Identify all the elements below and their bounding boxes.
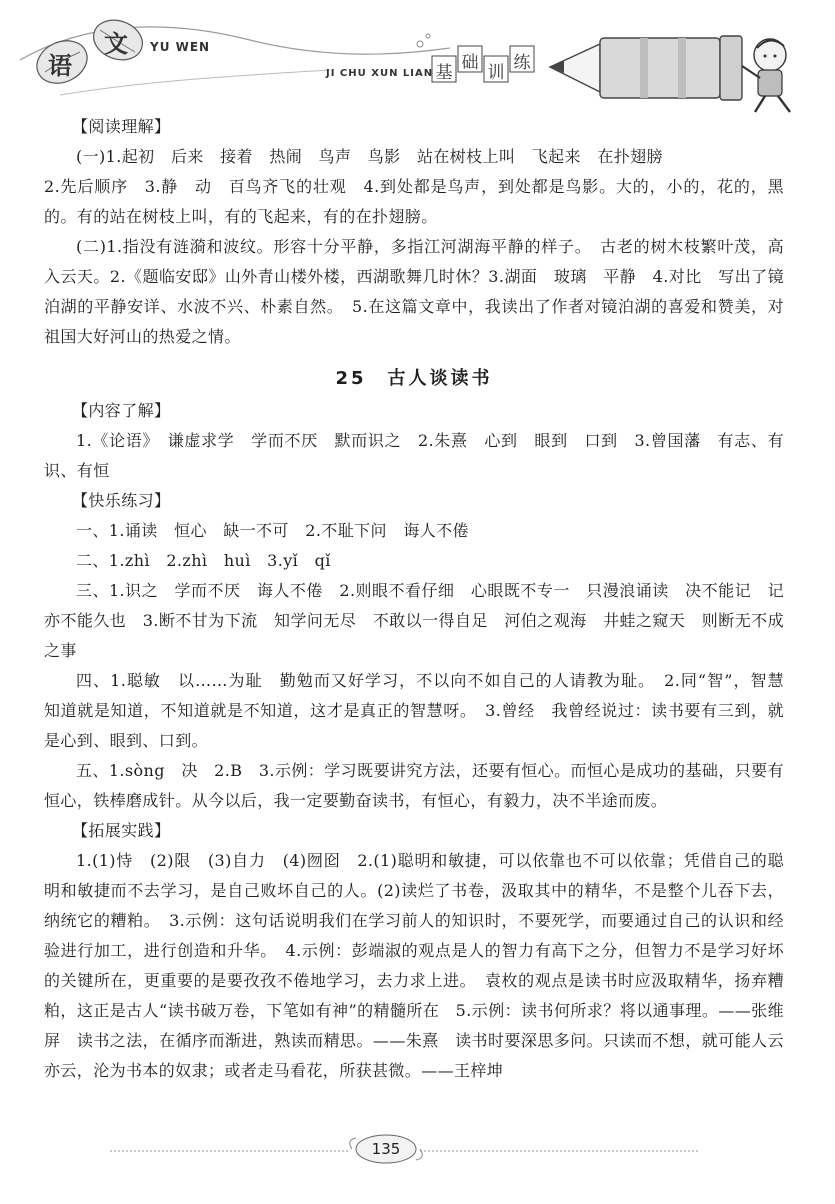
series-pinyin: JI CHU XUN LIAN (326, 68, 434, 79)
answer-paragraph: 五、1.sòng 决 2.B 3.示例：学习既要讲究方法，还要有恒心。而恒心是成功的基础，只要有恒心，铁棒磨成针。从今以后，我一定要勤奋读书，有恒心，有毅力，决不半途而废。 (44, 761, 784, 810)
answer-paragraph: 二、1.zhì 2.zhì huì 3.yǐ qǐ (76, 551, 331, 570)
subject-char-1: 语 (48, 52, 72, 80)
series-char-1: 基 (435, 63, 453, 83)
page-number: 135 (371, 1140, 401, 1158)
series-char-4: 练 (513, 53, 531, 73)
pencil-icon (550, 36, 742, 100)
section-heading-content: 【内容了解】 (72, 401, 171, 420)
section-heading-practice: 【快乐练习】 (72, 491, 171, 510)
section-heading-extension: 【拓展实践】 (72, 821, 171, 840)
answer-content (44, 112, 801, 1086)
section-heading-reading: 【阅读理解】 (72, 117, 171, 136)
page-header (0, 0, 835, 118)
page-footer (0, 1130, 835, 1200)
subject-char-2: 文 (104, 30, 128, 58)
footer-ornament (0, 1130, 835, 1200)
lesson-title: 25 古人谈读书 (335, 368, 493, 389)
answer-paragraph: (二)1.指没有涟漪和波纹。形容十分平静，多指江河湖海平静的样子。 古老的树木枝繁叶茂，高入云天。2.《题临安邸》山外青山楼外楼，西湖歌舞几时休？3.湖面 玻璃 平静 4.对比 写出了镜泊湖的平静安详、水波不兴、朴素自然。 5.在这篇文章中，我读出了作者对镜泊湖的喜爱和赞美，对祖国大好河山的热爱之情。 (44, 237, 784, 346)
answer-paragraph: 四、1.聪敏 以……为耻 勤勉而又好学习，不以向不如自己的人请教为耻。 2.同“智”，智慧 知道就是知道，不知道就是不知道，这才是真正的智慧呀。 3.曾经 我曾经说过：读书要有三到，就是心到、眼到、口到。 (44, 671, 801, 750)
answer-paragraph: 1.《论语》 谦虚求学 学而不厌 默而识之 2.朱熹 心到 眼到 口到 3.曾国藩 有志、有识、有恒 (44, 431, 784, 480)
answer-paragraph: 2.先后顺序 3.静 动 百鸟齐飞的壮观 4.到处都是鸟声，到处都是鸟影。大的，小的，花的，黑的。有的站在树枝上叫，有的飞起来，有的在扑翅膀。 (44, 177, 784, 226)
header-banner-art (0, 0, 835, 118)
answer-paragraph: 1.(1)恃 (2)限 (3)自力 (4)囫囵 2.(1)聪明和敏捷，可以依靠也不可以依靠；凭借自己的聪明和敏捷而不去学习，是自己败坏自己的人。(2)读烂了书卷，汲取其中的精华，不是整个儿吞下去，纳统它的糟粕。 3.示例：这句话说明我们在学习前人的知识时，不要死学，而要通过自己的认识和经验进行加工，进行创造和升华。 4.示例：彭端淑的观点是人的智力有高下之分，但智力不是学习好坏的关键所在，更重要的是要孜孜不倦地学习，去力求上进。 袁枚的观点是读书时应汲取精华，扬弃糟粕，这正是古人“读书破万卷，下笔如有神”的精髓所在 5.示例：读书何所求？将以通事理。——张维屏 读书之法，在循序而渐进，熟读而精思。——朱熹 读书时要深思多问。只读而不想，就可能人云亦云，沦为书本的奴隶；或者走马看花，所获甚微。——王梓坤 (44, 851, 784, 1080)
series-char-3: 训 (487, 63, 505, 83)
answer-paragraph: 一、1.诵读 恒心 缺一不可 2.不耻下问 诲人不倦 (76, 521, 469, 540)
answer-paragraph: 三、1.识之 学而不厌 诲人不倦 2.则眼不看仔细 心眼既不专一 只漫浪诵读 决不能记 记亦不能久也 3.断不甘为下流 知学问无尽 不敢以一得自足 河伯之观海 井蛙之窥天 则断无不成之事 (44, 581, 784, 660)
answer-paragraph: (一)1.起初 后来 接着 热闹 鸟声 鸟影 站在树枝上叫 飞起来 在扑翅膀 (76, 147, 663, 166)
subject-pinyin: YU WEN (150, 40, 211, 54)
boy-figure-icon (742, 39, 790, 112)
series-char-2: 础 (461, 53, 479, 73)
